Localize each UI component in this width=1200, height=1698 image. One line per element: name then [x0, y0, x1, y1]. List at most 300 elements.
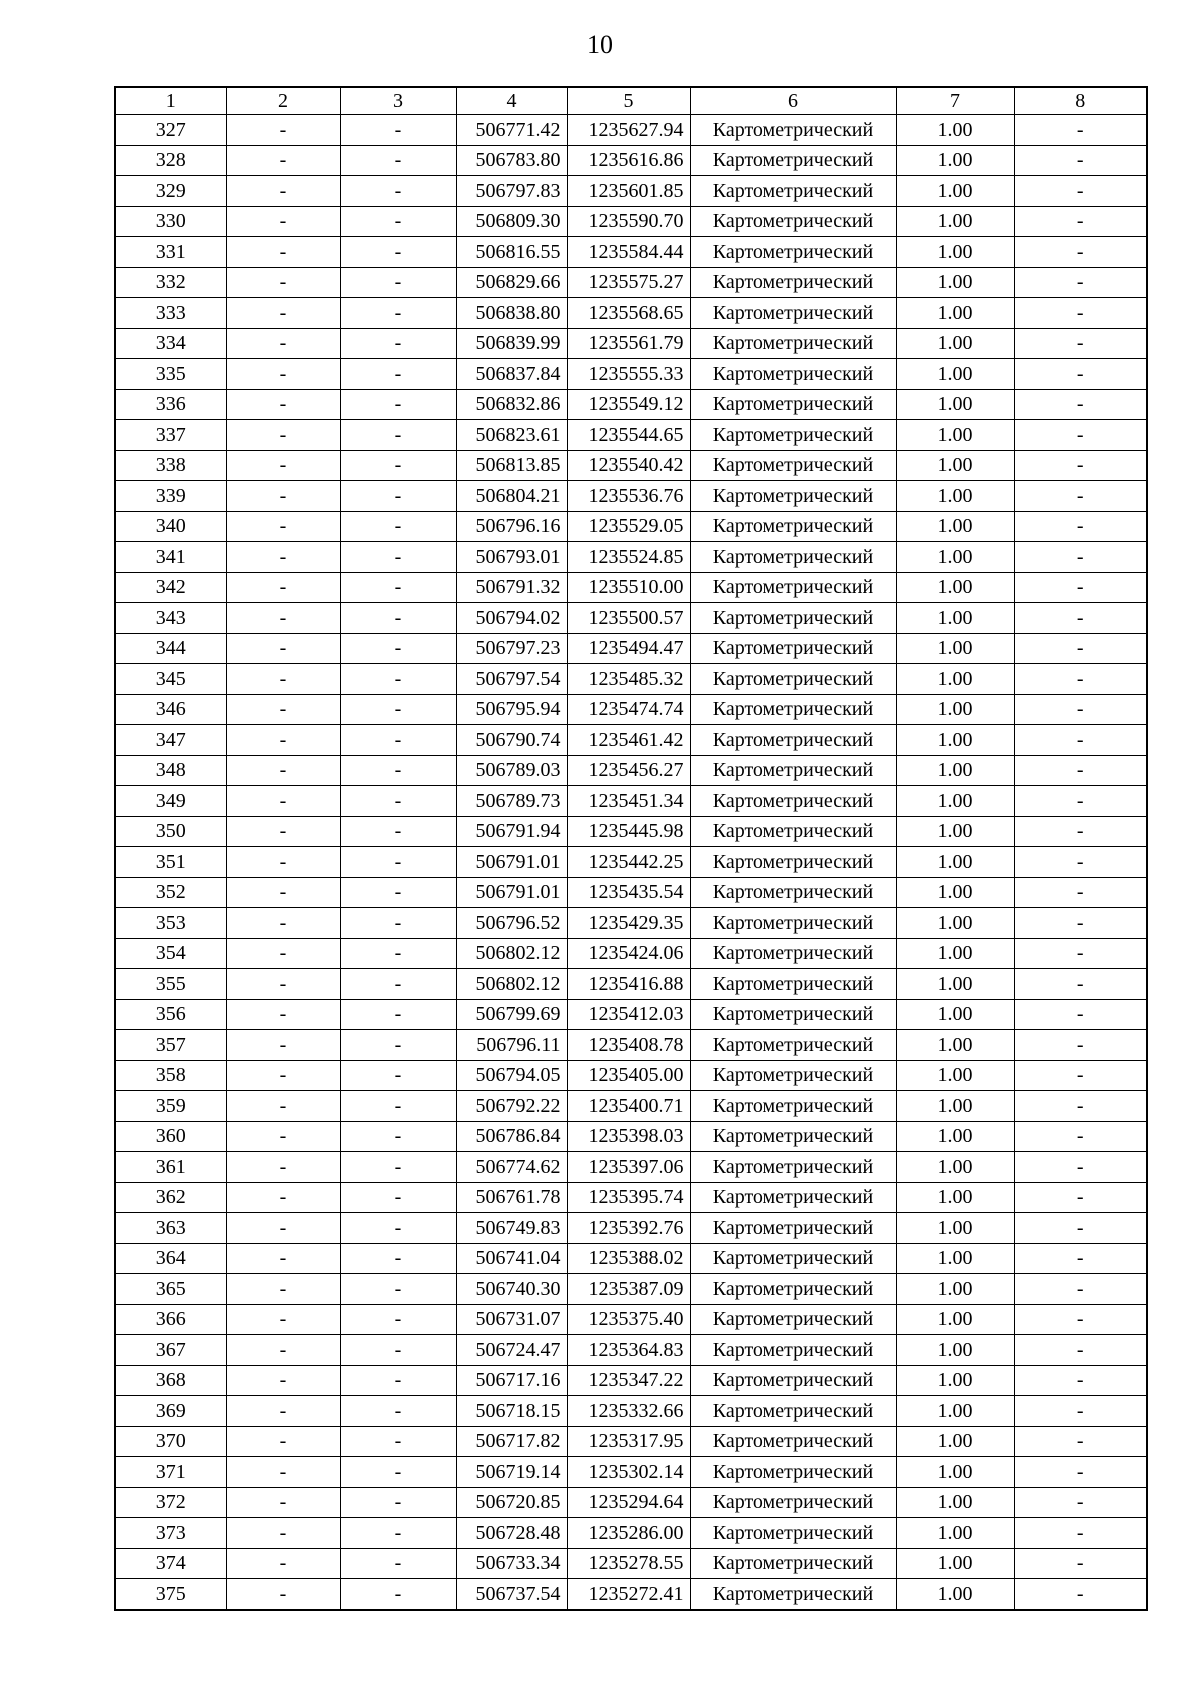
col3-cell: -: [340, 633, 456, 664]
col8-cell: -: [1014, 542, 1147, 573]
point-number-cell: 375: [115, 1579, 226, 1610]
col8-cell: -: [1014, 1060, 1147, 1091]
method-cell: Картометрический: [690, 847, 896, 878]
col3-cell: -: [340, 481, 456, 512]
method-cell: Картометрический: [690, 572, 896, 603]
col8-cell: -: [1014, 938, 1147, 969]
y-coordinate-cell: 1235375.40: [567, 1304, 690, 1335]
method-cell: Картометрический: [690, 1487, 896, 1518]
table-row: [115, 298, 1147, 329]
col3-cell: -: [340, 664, 456, 695]
col3-cell: -: [340, 267, 456, 298]
col2-cell: -: [226, 908, 340, 939]
col3-cell: -: [340, 603, 456, 634]
col8-cell: -: [1014, 328, 1147, 359]
col3-cell: -: [340, 725, 456, 756]
col8-cell: -: [1014, 359, 1147, 390]
accuracy-cell: 1.00: [896, 115, 1014, 146]
table-row: [115, 176, 1147, 207]
x-coordinate-cell: 506717.82: [456, 1426, 567, 1457]
table-row: [115, 1182, 1147, 1213]
y-coordinate-cell: 1235474.74: [567, 694, 690, 725]
method-cell: Картометрический: [690, 1243, 896, 1274]
col2-cell: -: [226, 847, 340, 878]
col3-cell: -: [340, 1091, 456, 1122]
point-number-cell: 361: [115, 1152, 226, 1183]
col8-cell: -: [1014, 1579, 1147, 1610]
col8-cell: -: [1014, 603, 1147, 634]
col3-cell: -: [340, 1335, 456, 1366]
x-coordinate-cell: 506809.30: [456, 206, 567, 237]
y-coordinate-cell: 1235627.94: [567, 115, 690, 146]
col8-cell: -: [1014, 1548, 1147, 1579]
col2-cell: -: [226, 237, 340, 268]
accuracy-cell: 1.00: [896, 877, 1014, 908]
y-coordinate-cell: 1235544.65: [567, 420, 690, 451]
x-coordinate-cell: 506791.94: [456, 816, 567, 847]
point-number-cell: 362: [115, 1182, 226, 1213]
method-cell: Картометрический: [690, 999, 896, 1030]
point-number-cell: 349: [115, 786, 226, 817]
col2-cell: -: [226, 1457, 340, 1488]
col2-cell: -: [226, 359, 340, 390]
y-coordinate-cell: 1235540.42: [567, 450, 690, 481]
col2-cell: -: [226, 633, 340, 664]
y-coordinate-cell: 1235302.14: [567, 1457, 690, 1488]
x-coordinate-cell: 506786.84: [456, 1121, 567, 1152]
y-coordinate-cell: 1235272.41: [567, 1579, 690, 1610]
table-row: [115, 816, 1147, 847]
method-cell: Картометрический: [690, 664, 896, 695]
col8-cell: -: [1014, 511, 1147, 542]
point-number-cell: 371: [115, 1457, 226, 1488]
col3-cell: -: [340, 176, 456, 207]
x-coordinate-cell: 506797.23: [456, 633, 567, 664]
col8-cell: -: [1014, 1152, 1147, 1183]
table-header: [115, 87, 1147, 115]
point-number-cell: 353: [115, 908, 226, 939]
accuracy-cell: 1.00: [896, 1518, 1014, 1549]
col2-cell: -: [226, 786, 340, 817]
col3-cell: -: [340, 1579, 456, 1610]
accuracy-cell: 1.00: [896, 1030, 1014, 1061]
col3-cell: -: [340, 694, 456, 725]
accuracy-cell: 1.00: [896, 572, 1014, 603]
table-row: [115, 115, 1147, 146]
method-cell: Картометрический: [690, 908, 896, 939]
y-coordinate-cell: 1235388.02: [567, 1243, 690, 1274]
method-cell: Картометрический: [690, 1030, 896, 1061]
col8-cell: -: [1014, 420, 1147, 451]
method-cell: Картометрический: [690, 786, 896, 817]
accuracy-cell: 1.00: [896, 359, 1014, 390]
col8-cell: -: [1014, 450, 1147, 481]
accuracy-cell: 1.00: [896, 1091, 1014, 1122]
point-number-cell: 359: [115, 1091, 226, 1122]
point-number-cell: 372: [115, 1487, 226, 1518]
method-cell: Картометрический: [690, 237, 896, 268]
accuracy-cell: 1.00: [896, 1457, 1014, 1488]
col3-cell: -: [340, 755, 456, 786]
point-number-cell: 374: [115, 1548, 226, 1579]
method-cell: Картометрический: [690, 1518, 896, 1549]
table-row: [115, 1213, 1147, 1244]
col8-cell: -: [1014, 969, 1147, 1000]
col2-cell: -: [226, 389, 340, 420]
y-coordinate-cell: 1235456.27: [567, 755, 690, 786]
table-row: [115, 755, 1147, 786]
col2-cell: -: [226, 511, 340, 542]
accuracy-cell: 1.00: [896, 847, 1014, 878]
accuracy-cell: 1.00: [896, 908, 1014, 939]
accuracy-cell: 1.00: [896, 1060, 1014, 1091]
x-coordinate-cell: 506816.55: [456, 237, 567, 268]
method-cell: Картометрический: [690, 359, 896, 390]
y-coordinate-cell: 1235451.34: [567, 786, 690, 817]
table-row: [115, 145, 1147, 176]
accuracy-cell: 1.00: [896, 1243, 1014, 1274]
method-cell: Картометрический: [690, 1426, 896, 1457]
method-cell: Картометрический: [690, 389, 896, 420]
x-coordinate-cell: 506791.01: [456, 877, 567, 908]
col2-cell: -: [226, 694, 340, 725]
x-coordinate-cell: 506733.34: [456, 1548, 567, 1579]
accuracy-cell: 1.00: [896, 1213, 1014, 1244]
table-row: [115, 1426, 1147, 1457]
table-row: [115, 1365, 1147, 1396]
col2-cell: -: [226, 1365, 340, 1396]
y-coordinate-cell: 1235561.79: [567, 328, 690, 359]
y-coordinate-cell: 1235412.03: [567, 999, 690, 1030]
column-header: 8: [1014, 87, 1147, 115]
col2-cell: -: [226, 938, 340, 969]
table-row: [115, 1335, 1147, 1366]
col3-cell: -: [340, 542, 456, 573]
x-coordinate-cell: 506791.32: [456, 572, 567, 603]
y-coordinate-cell: 1235397.06: [567, 1152, 690, 1183]
col8-cell: -: [1014, 481, 1147, 512]
col3-cell: -: [340, 511, 456, 542]
col2-cell: -: [226, 542, 340, 573]
x-coordinate-cell: 506737.54: [456, 1579, 567, 1610]
col3-cell: -: [340, 1182, 456, 1213]
col2-cell: -: [226, 999, 340, 1030]
method-cell: Картометрический: [690, 816, 896, 847]
col8-cell: -: [1014, 816, 1147, 847]
x-coordinate-cell: 506731.07: [456, 1304, 567, 1335]
point-number-cell: 368: [115, 1365, 226, 1396]
point-number-cell: 360: [115, 1121, 226, 1152]
table-row: [115, 1487, 1147, 1518]
col2-cell: -: [226, 1335, 340, 1366]
accuracy-cell: 1.00: [896, 237, 1014, 268]
col8-cell: -: [1014, 1091, 1147, 1122]
y-coordinate-cell: 1235590.70: [567, 206, 690, 237]
column-header: 5: [567, 87, 690, 115]
method-cell: Картометрический: [690, 542, 896, 573]
header-row: [115, 87, 1147, 115]
y-coordinate-cell: 1235568.65: [567, 298, 690, 329]
point-number-cell: 331: [115, 237, 226, 268]
col3-cell: -: [340, 1152, 456, 1183]
col8-cell: -: [1014, 999, 1147, 1030]
method-cell: Картометрический: [690, 725, 896, 756]
table-row: [115, 1091, 1147, 1122]
point-number-cell: 335: [115, 359, 226, 390]
accuracy-cell: 1.00: [896, 206, 1014, 237]
col3-cell: -: [340, 1121, 456, 1152]
method-cell: Картометрический: [690, 1121, 896, 1152]
y-coordinate-cell: 1235529.05: [567, 511, 690, 542]
col8-cell: -: [1014, 1213, 1147, 1244]
table-row: [115, 633, 1147, 664]
table-row: [115, 267, 1147, 298]
x-coordinate-cell: 506802.12: [456, 969, 567, 1000]
point-number-cell: 333: [115, 298, 226, 329]
x-coordinate-cell: 506804.21: [456, 481, 567, 512]
col8-cell: -: [1014, 1030, 1147, 1061]
method-cell: Картометрический: [690, 176, 896, 207]
table-row: [115, 694, 1147, 725]
table-row: [115, 359, 1147, 390]
method-cell: Картометрический: [690, 1182, 896, 1213]
col3-cell: -: [340, 1274, 456, 1305]
y-coordinate-cell: 1235442.25: [567, 847, 690, 878]
col8-cell: -: [1014, 1304, 1147, 1335]
accuracy-cell: 1.00: [896, 1426, 1014, 1457]
x-coordinate-cell: 506837.84: [456, 359, 567, 390]
method-cell: Картометрический: [690, 298, 896, 329]
table-row: [115, 908, 1147, 939]
point-number-cell: 367: [115, 1335, 226, 1366]
col8-cell: -: [1014, 664, 1147, 695]
accuracy-cell: 1.00: [896, 999, 1014, 1030]
col2-cell: -: [226, 1213, 340, 1244]
col8-cell: -: [1014, 298, 1147, 329]
accuracy-cell: 1.00: [896, 328, 1014, 359]
col2-cell: -: [226, 1121, 340, 1152]
point-number-cell: 348: [115, 755, 226, 786]
method-cell: Картометрический: [690, 420, 896, 451]
y-coordinate-cell: 1235435.54: [567, 877, 690, 908]
accuracy-cell: 1.00: [896, 969, 1014, 1000]
x-coordinate-cell: 506796.11: [456, 1030, 567, 1061]
method-cell: Картометрический: [690, 633, 896, 664]
y-coordinate-cell: 1235400.71: [567, 1091, 690, 1122]
y-coordinate-cell: 1235575.27: [567, 267, 690, 298]
x-coordinate-cell: 506799.69: [456, 999, 567, 1030]
point-number-cell: 364: [115, 1243, 226, 1274]
col2-cell: -: [226, 572, 340, 603]
point-number-cell: 344: [115, 633, 226, 664]
accuracy-cell: 1.00: [896, 1548, 1014, 1579]
method-cell: Картометрический: [690, 1548, 896, 1579]
x-coordinate-cell: 506718.15: [456, 1396, 567, 1427]
point-number-cell: 336: [115, 389, 226, 420]
method-cell: Картометрический: [690, 1579, 896, 1610]
column-header: 2: [226, 87, 340, 115]
col3-cell: -: [340, 1396, 456, 1427]
method-cell: Картометрический: [690, 1060, 896, 1091]
accuracy-cell: 1.00: [896, 267, 1014, 298]
col2-cell: -: [226, 1487, 340, 1518]
table-row: [115, 206, 1147, 237]
point-number-cell: 337: [115, 420, 226, 451]
x-coordinate-cell: 506728.48: [456, 1518, 567, 1549]
y-coordinate-cell: 1235332.66: [567, 1396, 690, 1427]
page-number: 10: [587, 30, 613, 59]
y-coordinate-cell: 1235461.42: [567, 725, 690, 756]
point-number-cell: 369: [115, 1396, 226, 1427]
col2-cell: -: [226, 420, 340, 451]
accuracy-cell: 1.00: [896, 633, 1014, 664]
col8-cell: -: [1014, 145, 1147, 176]
accuracy-cell: 1.00: [896, 1365, 1014, 1396]
method-cell: Картометрический: [690, 877, 896, 908]
col8-cell: -: [1014, 115, 1147, 146]
method-cell: Картометрический: [690, 206, 896, 237]
col3-cell: -: [340, 969, 456, 1000]
col2-cell: -: [226, 969, 340, 1000]
column-header: 4: [456, 87, 567, 115]
col3-cell: -: [340, 145, 456, 176]
col3-cell: -: [340, 847, 456, 878]
x-coordinate-cell: 506797.83: [456, 176, 567, 207]
col3-cell: -: [340, 1457, 456, 1488]
col3-cell: -: [340, 816, 456, 847]
table-row: [115, 1579, 1147, 1610]
method-cell: Картометрический: [690, 1213, 896, 1244]
accuracy-cell: 1.00: [896, 450, 1014, 481]
y-coordinate-cell: 1235398.03: [567, 1121, 690, 1152]
method-cell: Картометрический: [690, 481, 896, 512]
method-cell: Картометрический: [690, 755, 896, 786]
col2-cell: -: [226, 1274, 340, 1305]
point-number-cell: 340: [115, 511, 226, 542]
x-coordinate-cell: 506794.05: [456, 1060, 567, 1091]
col3-cell: -: [340, 1243, 456, 1274]
col3-cell: -: [340, 1548, 456, 1579]
x-coordinate-cell: 506794.02: [456, 603, 567, 634]
method-cell: Картометрический: [690, 450, 896, 481]
col2-cell: -: [226, 267, 340, 298]
x-coordinate-cell: 506789.73: [456, 786, 567, 817]
y-coordinate-cell: 1235524.85: [567, 542, 690, 573]
accuracy-cell: 1.00: [896, 176, 1014, 207]
point-number-cell: 363: [115, 1213, 226, 1244]
x-coordinate-cell: 506724.47: [456, 1335, 567, 1366]
method-cell: Картометрический: [690, 115, 896, 146]
y-coordinate-cell: 1235387.09: [567, 1274, 690, 1305]
column-header: 3: [340, 87, 456, 115]
col3-cell: -: [340, 1213, 456, 1244]
table-row: [115, 328, 1147, 359]
col8-cell: -: [1014, 847, 1147, 878]
accuracy-cell: 1.00: [896, 542, 1014, 573]
y-coordinate-cell: 1235601.85: [567, 176, 690, 207]
col2-cell: -: [226, 298, 340, 329]
col3-cell: -: [340, 1426, 456, 1457]
method-cell: Картометрический: [690, 511, 896, 542]
col3-cell: -: [340, 1304, 456, 1335]
col8-cell: -: [1014, 1365, 1147, 1396]
col3-cell: -: [340, 389, 456, 420]
method-cell: Картометрический: [690, 1396, 896, 1427]
point-number-cell: 329: [115, 176, 226, 207]
col2-cell: -: [226, 725, 340, 756]
col8-cell: -: [1014, 1335, 1147, 1366]
col8-cell: -: [1014, 755, 1147, 786]
point-number-cell: 338: [115, 450, 226, 481]
table-row: [115, 877, 1147, 908]
col3-cell: -: [340, 115, 456, 146]
y-coordinate-cell: 1235317.95: [567, 1426, 690, 1457]
col2-cell: -: [226, 115, 340, 146]
column-header: 6: [690, 87, 896, 115]
table-row: [115, 1060, 1147, 1091]
col8-cell: -: [1014, 1426, 1147, 1457]
method-cell: Картометрический: [690, 1152, 896, 1183]
x-coordinate-cell: 506791.01: [456, 847, 567, 878]
col2-cell: -: [226, 1152, 340, 1183]
col8-cell: -: [1014, 1243, 1147, 1274]
point-number-cell: 370: [115, 1426, 226, 1457]
col8-cell: -: [1014, 908, 1147, 939]
point-number-cell: 332: [115, 267, 226, 298]
x-coordinate-cell: 506797.54: [456, 664, 567, 695]
col2-cell: -: [226, 1548, 340, 1579]
x-coordinate-cell: 506813.85: [456, 450, 567, 481]
method-cell: Картометрический: [690, 267, 896, 298]
table-row: [115, 1396, 1147, 1427]
col3-cell: -: [340, 938, 456, 969]
method-cell: Картометрический: [690, 1304, 896, 1335]
method-cell: Картометрический: [690, 694, 896, 725]
table-row: [115, 1548, 1147, 1579]
col8-cell: -: [1014, 1457, 1147, 1488]
method-cell: Картометрический: [690, 1365, 896, 1396]
table-row: [115, 389, 1147, 420]
table-row: [115, 1518, 1147, 1549]
y-coordinate-cell: 1235408.78: [567, 1030, 690, 1061]
x-coordinate-cell: 506761.78: [456, 1182, 567, 1213]
method-cell: Картометрический: [690, 1091, 896, 1122]
col8-cell: -: [1014, 1121, 1147, 1152]
y-coordinate-cell: 1235445.98: [567, 816, 690, 847]
method-cell: Картометрический: [690, 145, 896, 176]
point-number-cell: 347: [115, 725, 226, 756]
col8-cell: -: [1014, 1518, 1147, 1549]
table-row: [115, 481, 1147, 512]
point-number-cell: 366: [115, 1304, 226, 1335]
x-coordinate-cell: 506771.42: [456, 115, 567, 146]
col8-cell: -: [1014, 1274, 1147, 1305]
col8-cell: -: [1014, 1182, 1147, 1213]
col2-cell: -: [226, 1579, 340, 1610]
col2-cell: -: [226, 1243, 340, 1274]
y-coordinate-cell: 1235395.74: [567, 1182, 690, 1213]
accuracy-cell: 1.00: [896, 1396, 1014, 1427]
table-row: [115, 1304, 1147, 1335]
col2-cell: -: [226, 1426, 340, 1457]
x-coordinate-cell: 506717.16: [456, 1365, 567, 1396]
col2-cell: -: [226, 328, 340, 359]
col3-cell: -: [340, 450, 456, 481]
x-coordinate-cell: 506741.04: [456, 1243, 567, 1274]
col8-cell: -: [1014, 1487, 1147, 1518]
point-number-cell: 341: [115, 542, 226, 573]
accuracy-cell: 1.00: [896, 1121, 1014, 1152]
